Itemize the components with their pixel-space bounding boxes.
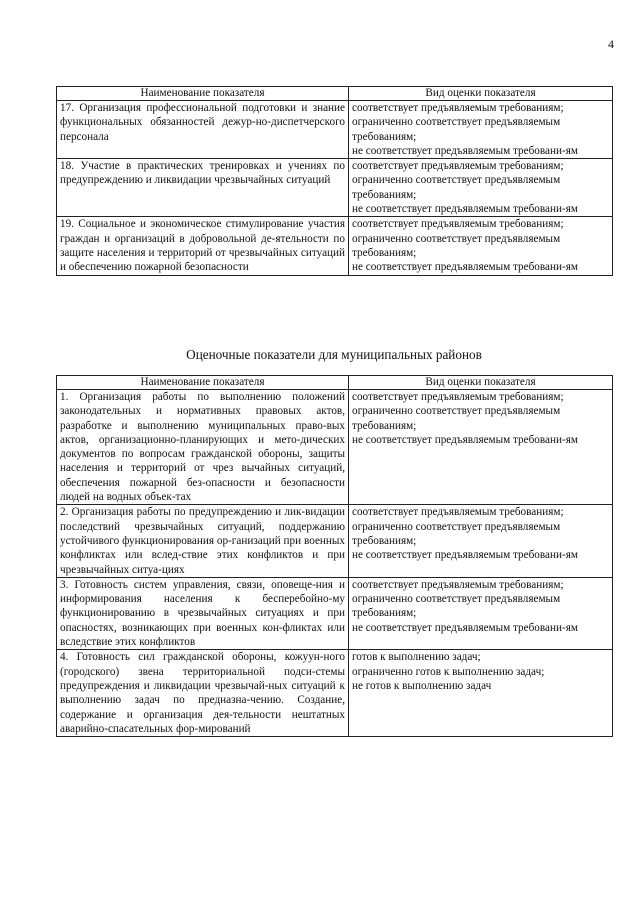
indicator-name-cell: 2. Организация работы по предупреждению и лик-видации последствий чрезвычайных ситуаций, поддержанию устойчивого функционирования ор-ганизаций при военных конфликтах или вслед-ствие этих конфликтов и при чрезвычайных ситуа-циях [57,505,349,577]
indicator-name-cell: 18. Участие в практических тренировках и учениях по предупреждению и ликвидации чрезвычайных ситуаций [57,159,349,217]
evaluation-option: ограниченно соответствует предъявляемым требованиям; [352,593,561,620]
indicator-name-cell: 3. Готовность систем управления, связи, оповеще-ния и информирования населения к бесперебойно-му функционированию в чрезвычайных ситуациях и при опасностях, возникающих при военных кон-фликтах или вследствие этих конфликтов [57,577,349,649]
table-row [57,577,613,649]
table-header-row [57,376,613,390]
evaluation-option: соответствует предъявляемым требованиям; [352,218,564,231]
page-number: 4 [608,37,614,51]
column-header-evaluation: Вид оценки показателя [349,87,613,101]
evaluation-option: ограниченно соответствует предъявляемым требованиям; [352,232,561,259]
table-header-row [57,87,613,101]
evaluation-option: не соответствует предъявляемым требовани-ям [352,203,578,216]
evaluation-option: соответствует предъявляемым требованиям; [352,102,564,114]
evaluation-cell [349,577,613,649]
table-row [57,217,613,275]
evaluation-option: ограниченно соответствует предъявляемым требованиям; [352,405,561,432]
column-header-evaluation: Вид оценки показателя [349,376,613,390]
evaluation-option: не соответствует предъявляемым требовани-ям [352,433,578,446]
indicators-table-municipal [56,375,613,737]
evaluation-option: не готов к выполнению задач [352,679,492,692]
table-row [57,390,613,505]
table-row [57,159,613,217]
evaluation-option: ограниченно соответствует предъявляемым требованиям; [352,174,561,201]
evaluation-option: ограниченно соответствует предъявляемым требованиям; [352,520,561,547]
indicator-name-cell: 17. Организация профессиональной подготовки и знание функциональных обязанностей дежур-но-диспетчерского персонала [57,101,349,159]
evaluation-option: готов к выполнению задач; [352,651,481,664]
table-row [57,650,613,737]
evaluation-option: соответствует предъявляемым требованиям; [352,506,564,519]
evaluation-cell [349,390,613,505]
indicator-name-cell: 1. Организация работы по выполнению положений законодательных и нормативных правовых актов, разработке и выполнению муниципальных право-вых актов, организационно-планирующих и мето-дических документов по вопросам гражданской обороны, защиты населения и территорий от чрез вычайных ситуаций, обеспечения пожарной без-опасности и безопасности людей на водных объек-тах [57,390,349,505]
evaluation-option: ограниченно соответствует предъявляемым требованиям; [352,116,561,143]
evaluation-option: соответствует предъявляемым требованиям; [352,578,564,591]
column-header-name: Наименование показателя [57,376,349,390]
evaluation-option: не соответствует предъявляемым требовани-ям [352,549,578,562]
evaluation-option: не соответствует предъявляемым требовани-ям [352,144,578,157]
table-row [57,101,613,159]
evaluation-cell [349,159,613,217]
evaluation-option: соответствует предъявляемым требованиям; [352,160,564,173]
evaluation-option: не соответствует предъявляемым требовани-ям [352,621,578,634]
evaluation-cell [349,650,613,737]
indicator-name-cell: 4. Готовность сил гражданской обороны, кожуун-ного (городского) звена территориальной подси-стемы предупреждения и ликвидации чрезвычай-ных ситуаций к выполнению задач по предназна-чению. Создание, содержание и организация дея-тельности нештатных аварийно-спасательных фор-мирований [57,650,349,737]
column-header-name: Наименование показателя [57,87,349,101]
evaluation-option: не соответствует предъявляемым требовани-ям [352,261,578,274]
evaluation-cell [349,505,613,577]
evaluation-option: ограниченно готов к выполнению задач; [352,665,545,678]
section-title: Оценочные показатели для муниципальных районов [186,347,482,362]
evaluation-cell [349,217,613,275]
evaluation-option: соответствует предъявляемым требованиям; [352,391,564,403]
evaluation-cell [349,101,613,159]
indicator-name-cell: 19. Социальное и экономическое стимулирование участия граждан и организаций в добровольной де-ятельности по защите населения и территорий от чрезвычайных ситуаций и обеспечению пожарной безопасности [57,217,349,275]
indicators-table-top [56,86,613,276]
table-row [57,505,613,577]
